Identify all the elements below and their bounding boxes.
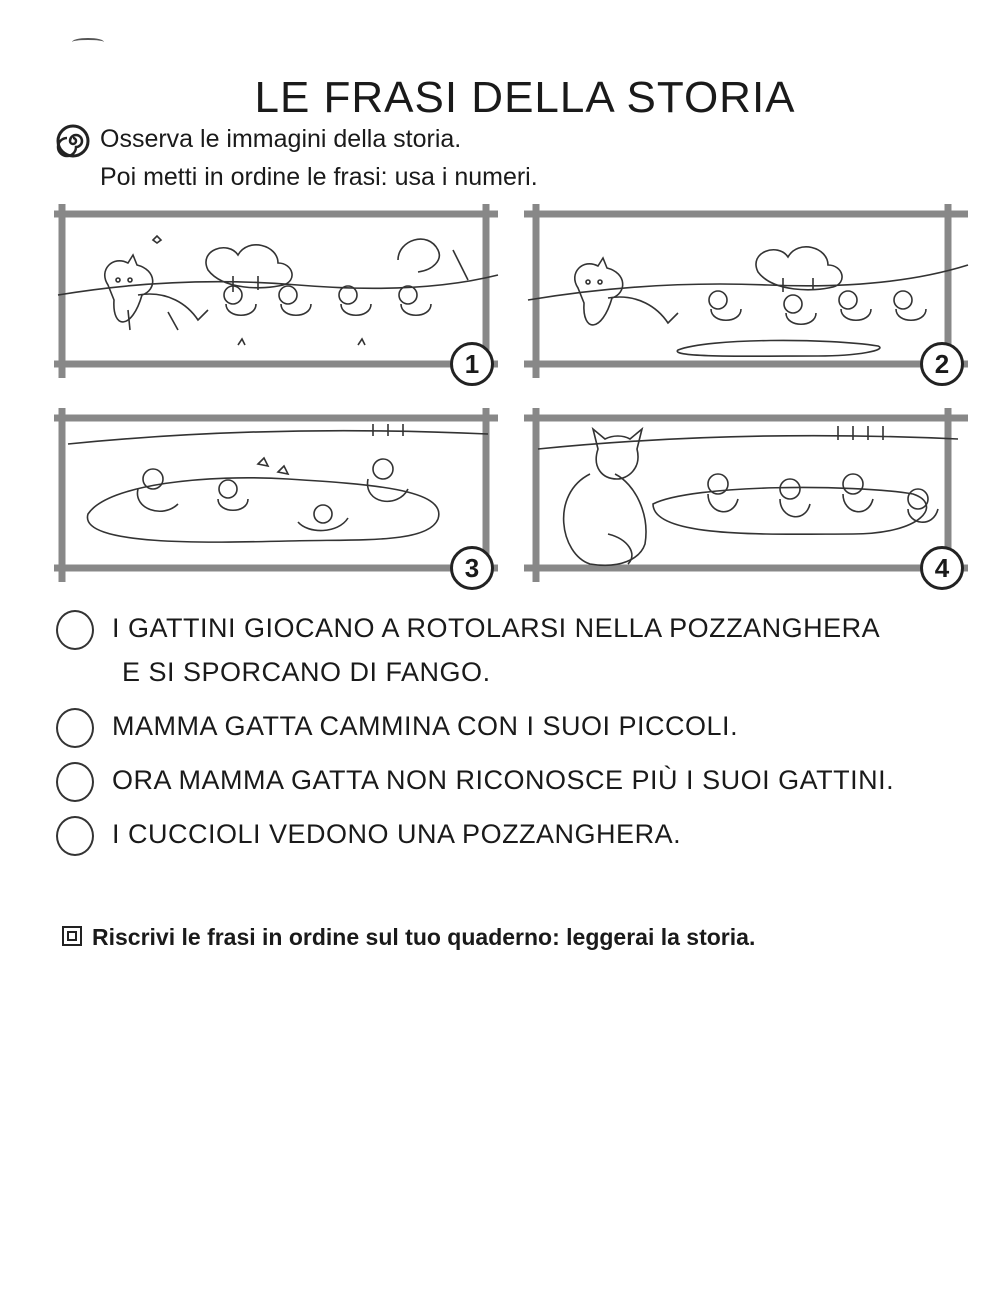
- panel-3-number: 3: [450, 546, 494, 590]
- sentence-text: MAMMA GATTA CAMMINA CON I SUOI PICCOLI.: [112, 711, 739, 741]
- sentence-text: ORA MAMMA GATTA NON RICONOSCE PIÙ I SUOI GATTINI.: [112, 765, 895, 795]
- panel-1-number: 1: [450, 342, 494, 386]
- answer-circle-4[interactable]: [56, 816, 94, 856]
- sentence-list: [56, 606, 956, 866]
- sentence-item: [56, 812, 956, 856]
- story-panel-1: [58, 200, 498, 380]
- page-title: LE FRASI DELLA STORIA: [254, 73, 796, 123]
- panel-2-illustration: [528, 200, 968, 380]
- story-panel-4: [528, 404, 968, 584]
- sentence-text-continued: E SI SPORCANO DI FANGO.: [122, 657, 491, 687]
- task-instruction: [62, 924, 755, 951]
- story-panel-3: [58, 404, 498, 584]
- instruction-line-1: Osserva le immagini della storia.: [100, 125, 462, 153]
- page-mark: [72, 38, 104, 46]
- sentence-item: [56, 704, 956, 748]
- story-panel-2: [528, 200, 968, 380]
- task-text: Riscrivi le frasi in ordine sul tuo quaderno: leggerai la storia.: [92, 924, 756, 950]
- sentence-item: [56, 606, 956, 694]
- instructions: [56, 120, 538, 196]
- panel-2-number: 2: [920, 342, 964, 386]
- square-bullet-icon: [62, 926, 82, 946]
- panel-4-illustration: [528, 404, 968, 584]
- spiral-icon: [56, 124, 90, 158]
- panel-4-number: 4: [920, 546, 964, 590]
- answer-circle-3[interactable]: [56, 762, 94, 802]
- instruction-line-2: Poi metti in ordine le frasi: usa i numeri.: [100, 163, 538, 191]
- sentence-text: I CUCCIOLI VEDONO UNA POZZANGHERA.: [112, 819, 682, 849]
- answer-circle-2[interactable]: [56, 708, 94, 748]
- sentence-text: I GATTINI GIOCANO A ROTOLARSI NELLA POZZANGHERA: [112, 613, 881, 643]
- answer-circle-1[interactable]: [56, 610, 94, 650]
- panel-1-illustration: [58, 200, 498, 380]
- panel-3-illustration: [58, 404, 498, 584]
- sentence-item: [56, 758, 956, 802]
